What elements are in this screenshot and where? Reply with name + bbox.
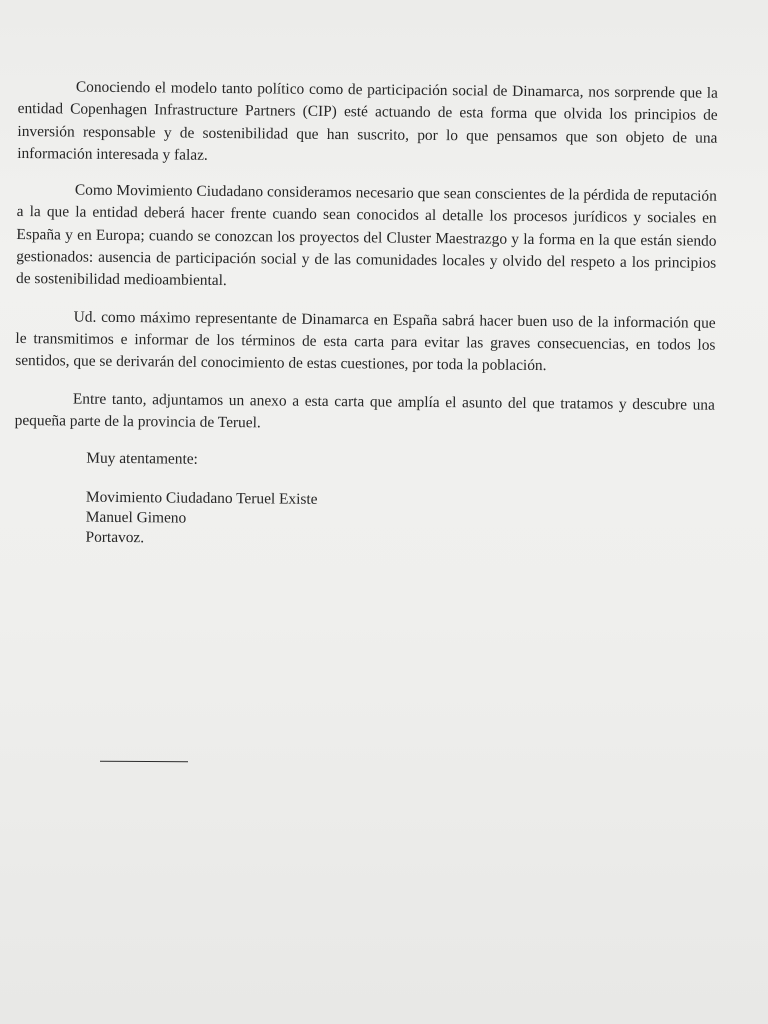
paragraph-context: Conociendo el modelo tanto político como de participación social de Dinamarca, nos sorprende que la entidad Copenhagen Infrastructure Partners (CIP) esté actuando de esta forma que olvida los principios de inversión responsable y de sostenibilidad que han suscrito, por lo que pensamos que son objeto de una información interesada y falaz. [17, 78, 718, 164]
signature-name: Manuel Gimeno [85, 508, 187, 527]
paragraph-annex: Entre tanto, adjuntamos un anexo a esta carta que amplía el asunto del que tratamos y descubre una pequeña parte de la provincia de Teruel. [14, 390, 715, 432]
signature-block [85, 449, 714, 554]
signature-line [100, 761, 188, 762]
paragraph-reputation: Como Movimiento Ciudadano consideramos necesario que sean conscientes de la pérdida de reputación a la que la entidad deberá hacer frente cuando sean conocidos al detalle los procesos jurídicos y sociales en España y en Europa; cuando se conozcan los proyectos del Cluster Maestrazgo y la forma en la que están siendo gestionados: ausencia de participación social y de las comunidades locales y olvido del respeto a los principios de sostenibilidad medioambiental. [15, 181, 717, 290]
signature-role: Portavoz. [85, 528, 145, 547]
letter-body [13, 76, 717, 554]
signature-organization: Movimiento Ciudadano Teruel Existe [85, 488, 318, 509]
paragraph-ambassador: Ud. como máximo representante de Dinamarca en España sabrá hacer buen uso de la información que le transmitimos e informar de los términos de esta carta para evitar las graves consecuencias, en todos los sentidos, que se derivarán del conocimiento de estas cuestiones, por toda la población. [15, 308, 716, 375]
closing-line: Muy atentamente: [86, 449, 198, 468]
